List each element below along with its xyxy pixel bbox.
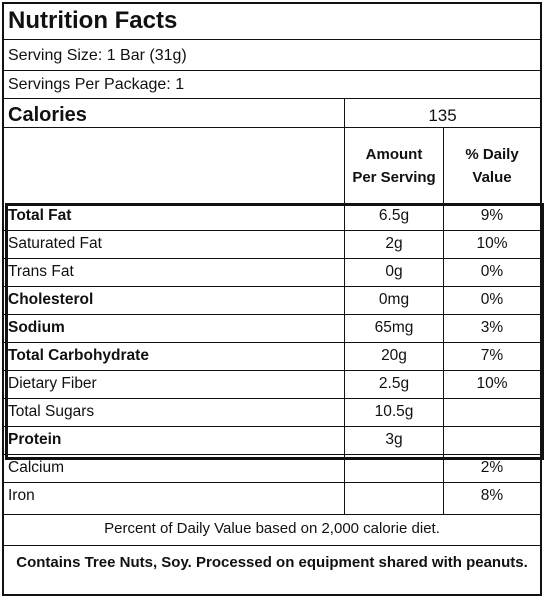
nutrient-daily-value: 10%: [476, 235, 508, 252]
nutrient-daily-value: 8%: [480, 487, 504, 504]
nutrient-daily-value: 3%: [480, 319, 504, 336]
nutrient-name: Calcium: [8, 459, 64, 476]
nutrient-name: Trans Fat: [8, 263, 74, 280]
macronutrient-box: [5, 203, 544, 460]
nutrient-amount: [345, 482, 443, 510]
daily-header-line2: Value: [472, 169, 512, 186]
nutrient-daily-value: 9%: [480, 207, 504, 224]
nutrient-daily-value: 0%: [480, 291, 504, 308]
nutrition-facts-label: [2, 2, 542, 596]
nutrient-name: Protein: [8, 431, 62, 448]
row-divider: [4, 482, 540, 483]
serving-size: Serving Size: 1 Bar (31g): [8, 47, 187, 64]
divider: [4, 70, 540, 71]
nutrient-name: Total Carbohydrate: [8, 347, 149, 364]
allergen-statement: Contains Tree Nuts, Soy. Processed on equipment shared with peanuts.: [16, 554, 528, 571]
nutrient-daily-value: 7%: [480, 347, 504, 364]
divider: [4, 127, 540, 128]
nutrient-daily-value: 10%: [476, 375, 508, 392]
nutrient-name: Iron: [8, 487, 35, 504]
nutrient-amount: 20g: [381, 347, 407, 364]
amount-per-serving-header: [345, 143, 443, 189]
nutrient-name: Saturated Fat: [8, 235, 102, 252]
daily-value-footnote: Percent of Daily Value based on 2,000 calorie diet.: [104, 520, 440, 537]
label-title: Nutrition Facts: [8, 7, 178, 34]
daily-value-header: [444, 143, 540, 189]
calories-label: Calories: [8, 104, 87, 126]
divider: [4, 545, 540, 546]
nutrient-name: Total Sugars: [8, 403, 95, 420]
daily-header-line1: % Daily: [465, 146, 519, 163]
calories-value: 135: [428, 106, 457, 125]
nutrient-name: Cholesterol: [8, 291, 94, 308]
divider: [4, 98, 540, 99]
servings-per-package: Servings Per Package: 1: [8, 76, 185, 93]
nutrient-name: Total Fat: [8, 207, 72, 224]
nutrient-amount: 10.5g: [374, 403, 414, 420]
amount-header-line2: Per Serving: [352, 169, 436, 186]
divider: [4, 514, 540, 515]
table-row: [4, 482, 540, 510]
nutrient-amount: 6.5g: [378, 207, 410, 224]
nutrient-amount: 0g: [385, 263, 403, 280]
nutrient-amount: 2g: [385, 235, 403, 252]
nutrient-name: Sodium: [8, 319, 65, 336]
nutrient-amount: 2.5g: [378, 375, 410, 392]
nutrient-amount: 3g: [385, 431, 403, 448]
nutrient-name: Dietary Fiber: [8, 375, 97, 392]
nutrient-daily-value: 2%: [480, 459, 504, 476]
divider: [4, 39, 540, 40]
amount-header-line1: Amount: [365, 146, 423, 163]
nutrient-daily-value: 0%: [480, 263, 504, 280]
nutrient-amount: 0mg: [378, 291, 410, 308]
nutrient-amount: 65mg: [374, 319, 414, 336]
